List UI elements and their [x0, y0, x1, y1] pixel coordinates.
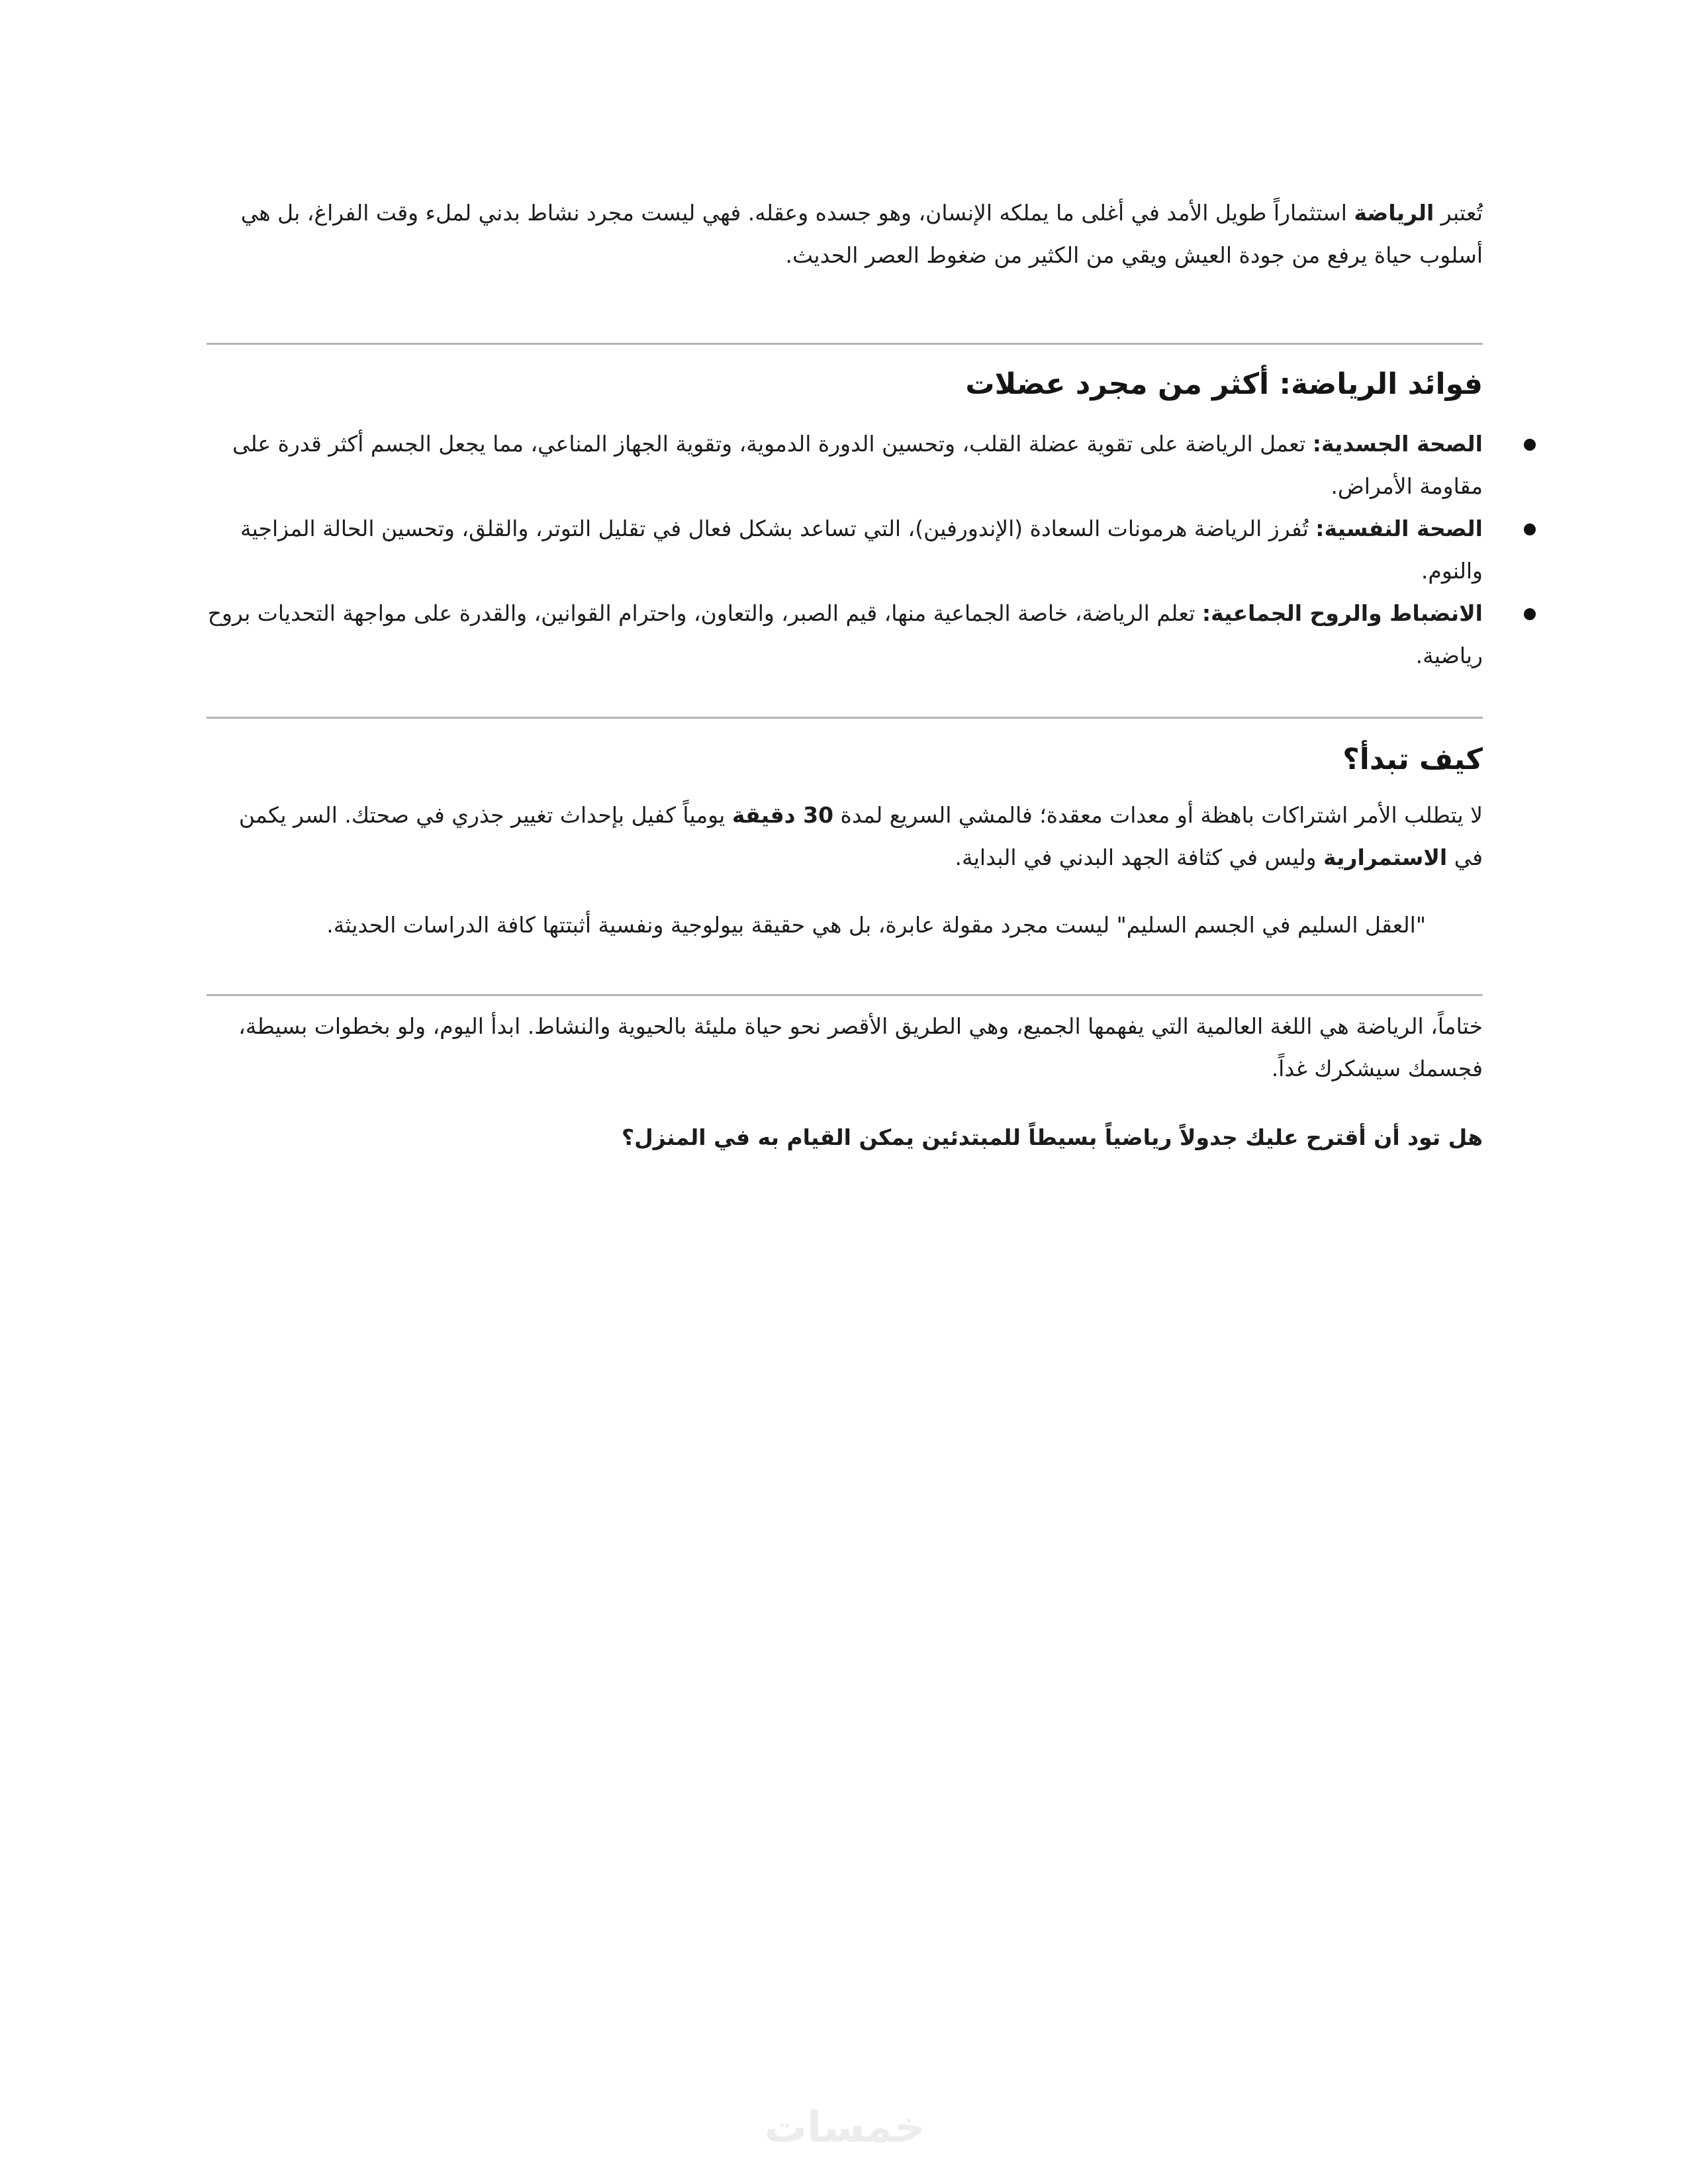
list-item	[207, 592, 1483, 677]
bullet-icon	[1524, 523, 1536, 535]
list-item-text: تعلم الرياضة، خاصة الجماعية منها، قيم الصبر، والتعاون، واحترام القوانين، والقدرة على مواجهة التحديات بروح رياضية.	[207, 600, 1483, 668]
start-bold-continuity: الاستمرارية	[1323, 844, 1448, 870]
section-divider	[207, 343, 1483, 345]
section-divider	[207, 717, 1483, 719]
list-item-title: الصحة النفسية:	[1315, 516, 1483, 541]
intro-text: استثماراً طويل الأمد في أغلى ما يملكه الإنسان، وهو جسده وعقله. فهي ليست مجرد نشاط بدني لملء وقت الفراغ، بل هي أسلوب حياة يرفع من جودة العيش ويقي من الكثير من ضغوط العصر الحديث.	[240, 200, 1483, 268]
list-item	[207, 423, 1483, 508]
intro-prefix: تُعتبر	[1434, 200, 1483, 226]
list-item-text: تعمل الرياضة على تقوية عضلة القلب، وتحسين الدورة الدموية، وتقوية الجهاز المناعي، مما يجعل الجسم أكثر قدرة على مقاومة الأمراض.	[232, 431, 1483, 499]
list-item	[207, 508, 1483, 592]
start-text-1: لا يتطلب الأمر اشتراكات باهظة أو معدات معقدة؛ فالمشي السريع لمدة	[833, 802, 1483, 828]
list-item-title: الصحة الجسدية:	[1312, 431, 1483, 457]
watermark-logo: خمسات	[764, 2103, 925, 2152]
start-text-2: يومياً كفيل بإحداث تغيير جذري في صحتك. السر يكمن في	[238, 802, 1483, 870]
intro-paragraph	[207, 192, 1483, 277]
closing-paragraph: ختاماً، الرياضة هي اللغة العالمية التي يفهمها الجميع، وهي الطريق الأقصر نحو حياة مليئة بالحيوية والنشاط. ابدأ اليوم، ولو بخطوات بسيطة، فجسمك سيشكرك غداً.	[238, 1013, 1483, 1081]
start-text-3: وليس في كثافة الجهد البدني في البداية.	[955, 844, 1324, 870]
benefits-list	[207, 423, 1483, 677]
bullet-icon	[1524, 608, 1536, 620]
benefits-heading: فوائد الرياضة: أكثر من مجرد عضلات	[965, 367, 1483, 401]
section-divider	[207, 994, 1483, 996]
intro-bold-term: الرياضة	[1354, 200, 1434, 226]
list-item-title: الانضباط والروح الجماعية:	[1201, 600, 1483, 626]
blockquote: "العقل السليم في الجسم السليم" ليست مجرد مقولة عابرة، بل هي حقيقة بيولوجية ونفسية أثبتتها كافة الدراسات الحديثة.	[326, 912, 1426, 938]
start-paragraph	[207, 794, 1483, 879]
document-body	[207, 192, 1483, 1159]
list-item-text: تُفرز الرياضة هرمونات السعادة (الإندورفين)، التي تساعد بشكل فعال في تقليل التوتر، والقلق، وتحسين الحالة المزاجية والنوم.	[240, 516, 1483, 584]
start-bold-duration: 30 دقيقة	[731, 802, 834, 828]
start-heading: كيف تبدأ؟	[1342, 743, 1483, 776]
bullet-icon	[1524, 439, 1536, 451]
closing-question: هل تود أن أقترح عليك جدولاً رياضياً بسيطاً للمبتدئين يمكن القيام به في المنزل؟	[622, 1124, 1483, 1150]
